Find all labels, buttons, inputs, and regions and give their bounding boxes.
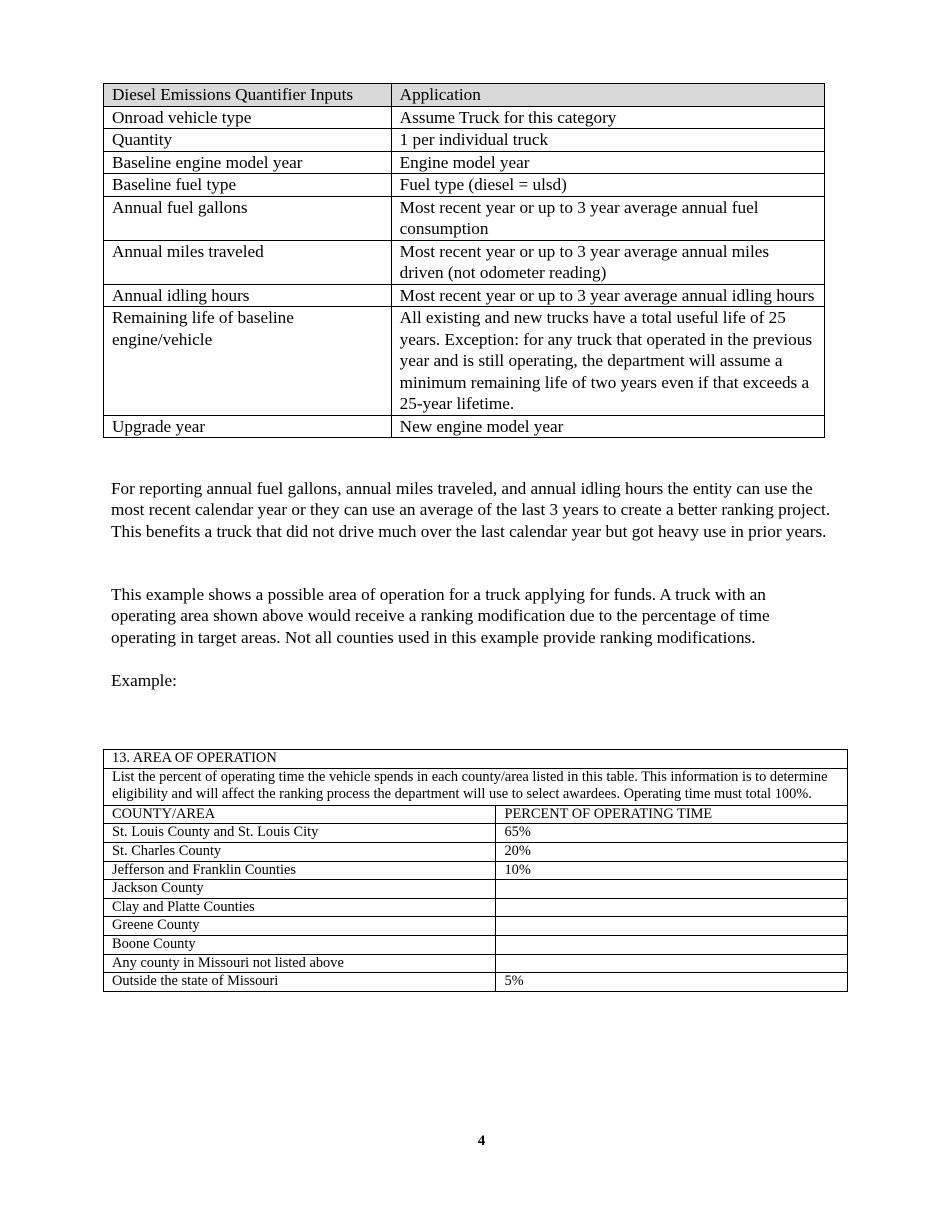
input-name-cell: Quantity	[104, 129, 392, 152]
dieselinputs-table	[103, 83, 825, 438]
table-row	[104, 917, 848, 936]
area-header-row	[104, 805, 848, 824]
table-row	[104, 151, 825, 174]
application-cell: Fuel type (diesel = ulsd)	[391, 174, 824, 197]
table-row	[104, 240, 825, 284]
table-header-row	[104, 84, 825, 107]
percent-cell: 20%	[496, 842, 848, 861]
percent-cell: 65%	[496, 824, 848, 843]
application-cell: New engine model year	[391, 415, 824, 438]
application-cell: Engine model year	[391, 151, 824, 174]
application-cell: 1 per individual truck	[391, 129, 824, 152]
example-intro-paragraph: This example shows a possible area of operation for a truck applying for funds. A truck with an operating area shown above would receive a ranking modification due to the percentage of time operating in target areas. Not all counties used in this example provide ranking modifications.	[111, 585, 770, 647]
county-cell: Clay and Platte Counties	[104, 898, 496, 917]
table-row	[104, 880, 848, 899]
table-row	[104, 106, 825, 129]
table-row	[104, 861, 848, 880]
application-cell: Most recent year or up to 3 year average annual idling hours	[391, 284, 824, 307]
county-cell: Jackson County	[104, 880, 496, 899]
percent-cell	[496, 935, 848, 954]
table-row	[104, 307, 825, 416]
percent-cell: 10%	[496, 861, 848, 880]
percent-cell: 5%	[496, 973, 848, 992]
table-row	[104, 898, 848, 917]
table-row	[104, 129, 825, 152]
input-name-cell: Remaining life of baseline engine/vehicle	[104, 307, 392, 416]
application-cell: Most recent year or up to 3 year average annual fuel consumption	[391, 196, 824, 240]
column-header-county: COUNTY/AREA	[104, 805, 496, 824]
table-row	[104, 284, 825, 307]
input-name-cell: Baseline fuel type	[104, 174, 392, 197]
percent-cell	[496, 898, 848, 917]
table-row	[104, 935, 848, 954]
percent-cell	[496, 880, 848, 899]
percent-cell	[496, 954, 848, 973]
area-description-row	[104, 768, 848, 805]
percent-cell	[496, 917, 848, 936]
table-row	[104, 973, 848, 992]
input-name-cell: Annual fuel gallons	[104, 196, 392, 240]
example-label: Example:	[111, 671, 177, 690]
application-cell: Most recent year or up to 3 year average annual miles driven (not odometer reading)	[391, 240, 824, 284]
county-cell: St. Louis County and St. Louis City	[104, 824, 496, 843]
table-row	[104, 954, 848, 973]
county-cell: St. Charles County	[104, 842, 496, 861]
county-cell: Greene County	[104, 917, 496, 936]
reporting-paragraph: For reporting annual fuel gallons, annual miles traveled, and annual idling hours the entity can use the most recent calendar year or they can use an average of the last 3 years to create a better ranking project. This benefits a truck that did not drive much over the last calendar year but got heavy use in prior years.	[111, 479, 831, 541]
county-cell: Outside the state of Missouri	[104, 973, 496, 992]
county-cell: Boone County	[104, 935, 496, 954]
column-header-application: Application	[391, 84, 824, 107]
input-name-cell: Baseline engine model year	[104, 151, 392, 174]
column-header-inputs: Diesel Emissions Quantifier Inputs	[104, 84, 392, 107]
page-number: 4	[477, 1133, 486, 1149]
application-cell: All existing and new trucks have a total useful life of 25 years. Exception: for any truck that operated in the previous year and is still operating, the department will assume a minimum remaining life of two years even if that exceeds a 25-year lifetime.	[391, 307, 824, 416]
table-row	[104, 174, 825, 197]
county-cell: Jefferson and Franklin Counties	[104, 861, 496, 880]
input-name-cell: Upgrade year	[104, 415, 392, 438]
input-name-cell: Onroad vehicle type	[104, 106, 392, 129]
table-row	[104, 824, 848, 843]
area-title-row	[104, 750, 848, 769]
input-name-cell: Annual miles traveled	[104, 240, 392, 284]
area-title: 13. AREA OF OPERATION	[104, 750, 848, 769]
county-cell: Any county in Missouri not listed above	[104, 954, 496, 973]
area-description: List the percent of operating time the vehicle spends in each county/area listed in this table. This information is to determine eligibility and will affect the ranking process the department will use to select awardees. Operating time must total 100%.	[104, 768, 848, 805]
table-row	[104, 415, 825, 438]
table-row	[104, 842, 848, 861]
table-row	[104, 196, 825, 240]
input-name-cell: Annual idling hours	[104, 284, 392, 307]
column-header-percent: PERCENT OF OPERATING TIME	[496, 805, 848, 824]
area-of-operation-table	[103, 749, 848, 992]
application-cell: Assume Truck for this category	[391, 106, 824, 129]
